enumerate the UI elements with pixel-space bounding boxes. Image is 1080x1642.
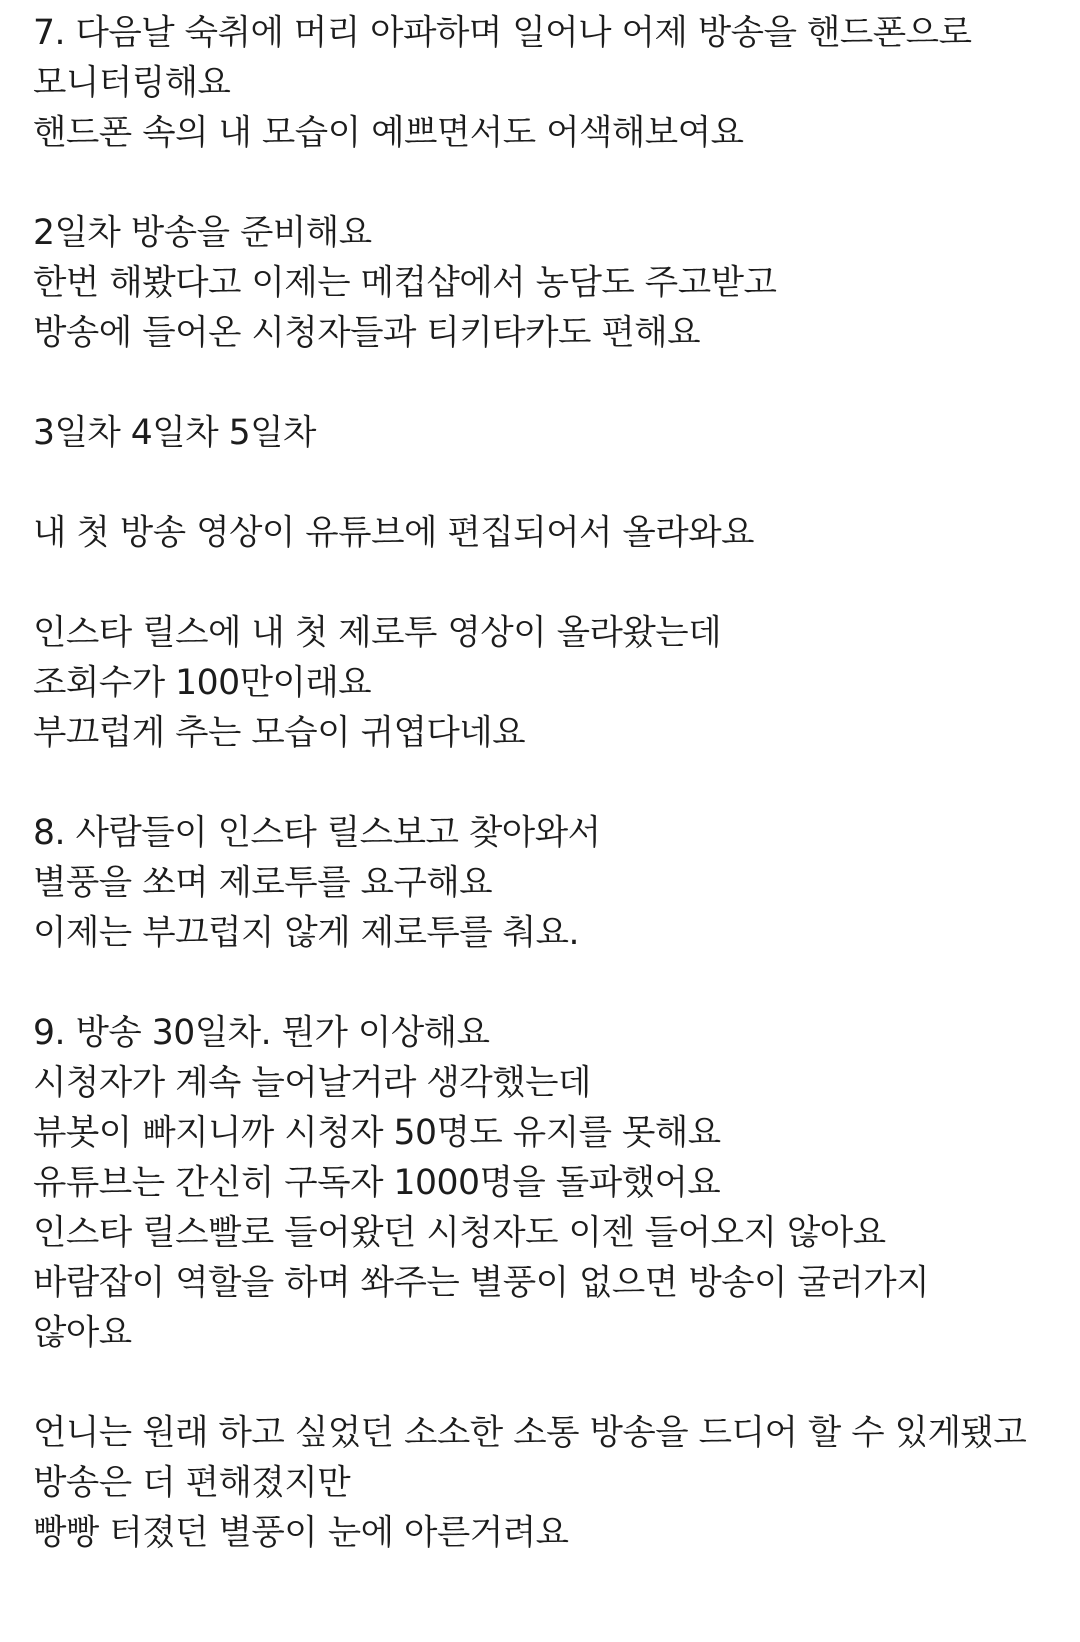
text-line: 3일차 4일차 5일차	[33, 413, 316, 453]
text-line: 않아요	[33, 1313, 132, 1353]
paragraph	[33, 1408, 1080, 1558]
text-line: 인스타 릴스에 내 첫 제로투 영상이 올라왔는데	[33, 613, 722, 653]
text-line: 부끄럽게 추는 모습이 귀엽다네요	[33, 713, 526, 753]
text-line: 내 첫 방송 영상이 유튜브에 편집되어서 올라와요	[33, 513, 754, 553]
paragraph	[33, 8, 1080, 158]
text-line: 뷰봇이 빠지니까 시청자 50명도 유지를 못해요	[33, 1113, 721, 1153]
text-line: 한번 해봤다고 이제는 메컵샵에서 농담도 주고받고	[33, 263, 777, 303]
paragraph	[33, 508, 1080, 558]
text-line: 9. 방송 30일차. 뭔가 이상해요	[33, 1013, 490, 1053]
text-line: 방송은 더 편해졌지만	[33, 1463, 351, 1503]
paragraph	[33, 808, 1080, 958]
text-line: 방송에 들어온 시청자들과 티키타카도 편해요	[33, 313, 701, 353]
text-line: 인스타 릴스빨로 들어왔던 시청자도 이젠 들어오지 않아요	[33, 1213, 886, 1253]
text-line: 시청자가 계속 늘어날거라 생각했는데	[33, 1063, 591, 1103]
text-line: 이제는 부끄럽지 않게 제로투를 춰요.	[33, 913, 579, 953]
text-line: 2일차 방송을 준비해요	[33, 213, 372, 253]
text-line: 7. 다음날 숙취에 머리 아파하며 일어나 어제 방송을 핸드폰으로	[33, 13, 972, 53]
text-line: 모니터링해요	[33, 63, 231, 103]
text-line: 유튜브는 간신히 구독자 1000명을 돌파했어요	[33, 1163, 721, 1203]
text-line: 8. 사람들이 인스타 릴스보고 찾아와서	[33, 813, 601, 853]
text-line: 핸드폰 속의 내 모습이 예쁘면서도 어색해보여요	[33, 113, 744, 153]
text-line: 언니는 원래 하고 싶었던 소소한 소통 방송을 드디어 할 수 있게됐고	[33, 1413, 1027, 1453]
paragraph	[33, 408, 1080, 458]
paragraph	[33, 208, 1080, 358]
paragraph	[33, 1008, 1080, 1358]
text-line: 조회수가 100만이래요	[33, 663, 372, 703]
text-line: 별풍을 쏘며 제로투를 요구해요	[33, 863, 493, 903]
text-line: 빵빵 터졌던 별풍이 눈에 아른거려요	[33, 1513, 569, 1553]
paragraph	[33, 608, 1080, 758]
text-line: 바람잡이 역할을 하며 쏴주는 별풍이 없으면 방송이 굴러가지	[33, 1263, 930, 1303]
